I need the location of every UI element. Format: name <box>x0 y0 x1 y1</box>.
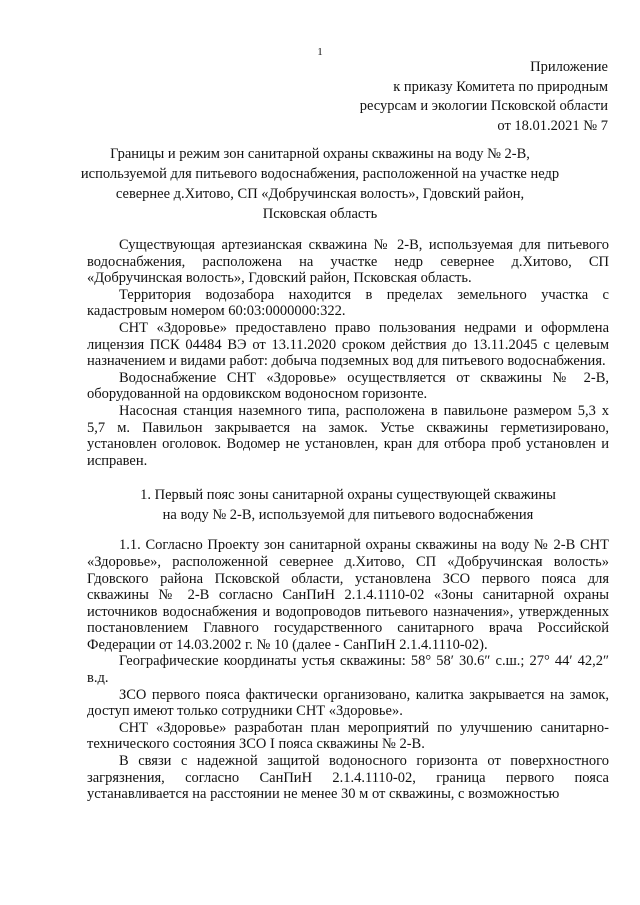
paragraph: Водоснабжение СНТ «Здоровье» осуществляется от скважины № 2-В, оборудованной на ордовикском водоносном горизонте. <box>87 369 609 403</box>
page-number: 1 <box>317 46 323 58</box>
paragraph: СНТ «Здоровье» предоставлено право пользования недрами и оформлена лицензия ПСК 04484 ВЭ от 13.11.2020 сроком действия до 13.11.2045 с целевым назначением и видами работ: добыча подземных вод для питьевого водоснабжения. <box>87 319 609 370</box>
paragraph: ЗСО первого пояса фактически организовано, калитка закрывается на замок, доступ имеют только сотрудники СНТ «Здоровье». <box>87 686 609 720</box>
title-line: Псковская область <box>262 206 378 222</box>
appendix-line: к приказу Комитета по природным <box>393 78 608 95</box>
appendix-line: от 18.01.2021 № 7 <box>497 117 608 134</box>
document-body <box>87 237 609 803</box>
section-heading-line: 1. Первый пояс зоны санитарной охраны существующей скважины <box>140 487 556 504</box>
appendix-line: Приложение <box>530 59 608 75</box>
title-line: используемой для питьевого водоснабжения, расположенной на участке недр <box>80 166 560 182</box>
title-line: Границы и режим зон санитарной охраны скважины на воду № 2-В, <box>110 146 530 162</box>
section-heading-line: на воду № 2-В, используемой для питьевого водоснабжения <box>162 507 534 524</box>
paragraph: Существующая артезианская скважина № 2-В, используемая для питьевого водоснабжения, расположена на участке недр севернее д.Хитово, СП «Добручинская волость», Гдовский район, Псковская область. <box>87 237 609 287</box>
paragraph: 1.1. Согласно Проекту зон санитарной охраны скважины на воду № 2-В СНТ «Здоровье», расположенной севернее д.Хитово, СП «Добручинская волость» Гдовского района Псковской области, установлена ЗСО первого пояса для скважины № 2-В согласно СанПиН 2.1.4.1110-02 «Зоны санитарной охраны источников водоснабжения и водопроводов питьевого назначения», утвержденных постановлением Главного государственного санитарного врача Российской Федерации от 14.03.2002 г. № 10 (далее - СанПиН 2.1.4.1110-02). <box>87 537 609 653</box>
appendix-line: ресурсам и экологии Псковской области <box>359 98 608 114</box>
paragraph: СНТ «Здоровье» разработан план мероприятий по улучшению санитарно-технического состояния ЗСО I пояса скважины № 2-В. <box>87 719 609 753</box>
paragraph: Территория водозабора находится в пределах земельного участка с кадастровым номером 60:03:0000000:322. <box>87 286 609 320</box>
paragraph: Географические координаты устья скважины: 58° 58′ 30.6″ с.ш.; 27° 44′ 42,2″ в.д. <box>87 653 609 687</box>
title-line: севернее д.Хитово, СП «Добручинская волость», Гдовский район, <box>115 186 525 202</box>
section-heading <box>87 485 609 525</box>
paragraph: В связи с надежной защитой водоносного горизонта от поверхностного загрязнения, согласно СанПиН 2.1.4.1110-02, граница первого пояса устанавливается на расстоянии не менее 30 м от скважины, с возможностью <box>87 753 609 803</box>
document-title <box>60 144 580 224</box>
paragraph: Насосная станция наземного типа, расположена в павильоне размером 5,3 х 5,7 м. Павильон закрывается на замок. Устье скважины герметизировано, установлен оголовок. Водомер не установлен, кран для отбора проб установлен и исправен. <box>87 402 609 469</box>
appendix-header <box>360 58 608 136</box>
